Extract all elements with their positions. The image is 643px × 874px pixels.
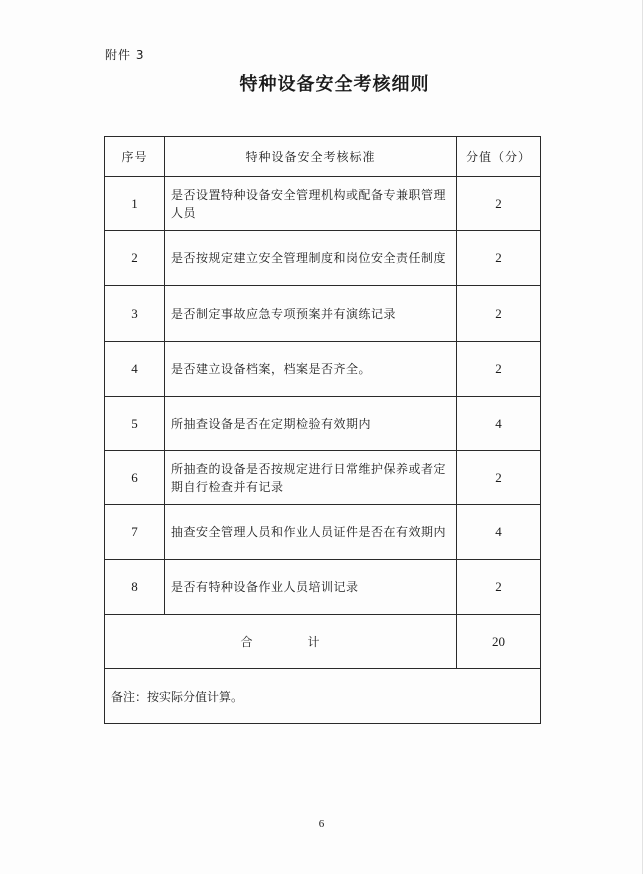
header-score: 分值（分） bbox=[457, 137, 541, 177]
table-row bbox=[105, 560, 541, 615]
row-criteria: 是否建立设备档案，档案是否齐全。 bbox=[165, 342, 457, 397]
total-label bbox=[105, 615, 457, 669]
table-row bbox=[105, 451, 541, 505]
table-row bbox=[105, 342, 541, 397]
row-criteria: 是否制定事故应急专项预案并有演练记录 bbox=[165, 286, 457, 342]
row-number: 8 bbox=[105, 560, 165, 615]
row-number: 4 bbox=[105, 342, 165, 397]
row-score: 2 bbox=[457, 286, 541, 342]
note-row bbox=[105, 669, 541, 724]
table-row bbox=[105, 231, 541, 286]
row-criteria: 是否有特种设备作业人员培训记录 bbox=[165, 560, 457, 615]
attachment-label: 附件 3 bbox=[105, 48, 145, 62]
table-row bbox=[105, 177, 541, 231]
row-score: 2 bbox=[457, 231, 541, 286]
total-label-left: 合 bbox=[240, 635, 254, 649]
table-row bbox=[105, 397, 541, 451]
row-score: 2 bbox=[457, 342, 541, 397]
row-criteria: 是否设置特种设备安全管理机构或配备专兼职管理人员 bbox=[165, 177, 457, 231]
row-number: 3 bbox=[105, 286, 165, 342]
page-number: 6 bbox=[318, 818, 325, 830]
row-number: 1 bbox=[105, 177, 165, 231]
row-criteria: 抽查安全管理人员和作业人员证件是否在有效期内 bbox=[165, 505, 457, 560]
row-criteria: 所抽查的设备是否按规定进行日常维护保养或者定期自行检查并有记录 bbox=[165, 451, 457, 505]
row-score: 4 bbox=[457, 397, 541, 451]
row-criteria: 是否按规定建立安全管理制度和岗位安全责任制度 bbox=[165, 231, 457, 286]
total-score: 20 bbox=[457, 615, 541, 669]
table-header-row bbox=[105, 137, 541, 177]
row-score: 2 bbox=[457, 560, 541, 615]
row-number: 5 bbox=[105, 397, 165, 451]
table-row bbox=[105, 286, 541, 342]
row-score: 2 bbox=[457, 177, 541, 231]
row-criteria: 所抽查设备是否在定期检验有效期内 bbox=[165, 397, 457, 451]
total-label-right: 计 bbox=[307, 635, 321, 649]
document-title: 特种设备安全考核细则 bbox=[239, 74, 430, 95]
row-number: 2 bbox=[105, 231, 165, 286]
header-no: 序号 bbox=[105, 137, 165, 177]
total-row bbox=[105, 615, 541, 669]
header-criteria: 特种设备安全考核标准 bbox=[165, 137, 457, 177]
scoring-table bbox=[104, 136, 541, 724]
note-text: 备注：按实际分值计算。 bbox=[105, 669, 541, 724]
row-score: 2 bbox=[457, 451, 541, 505]
row-number: 6 bbox=[105, 451, 165, 505]
row-number: 7 bbox=[105, 505, 165, 560]
row-score: 4 bbox=[457, 505, 541, 560]
table-row bbox=[105, 505, 541, 560]
